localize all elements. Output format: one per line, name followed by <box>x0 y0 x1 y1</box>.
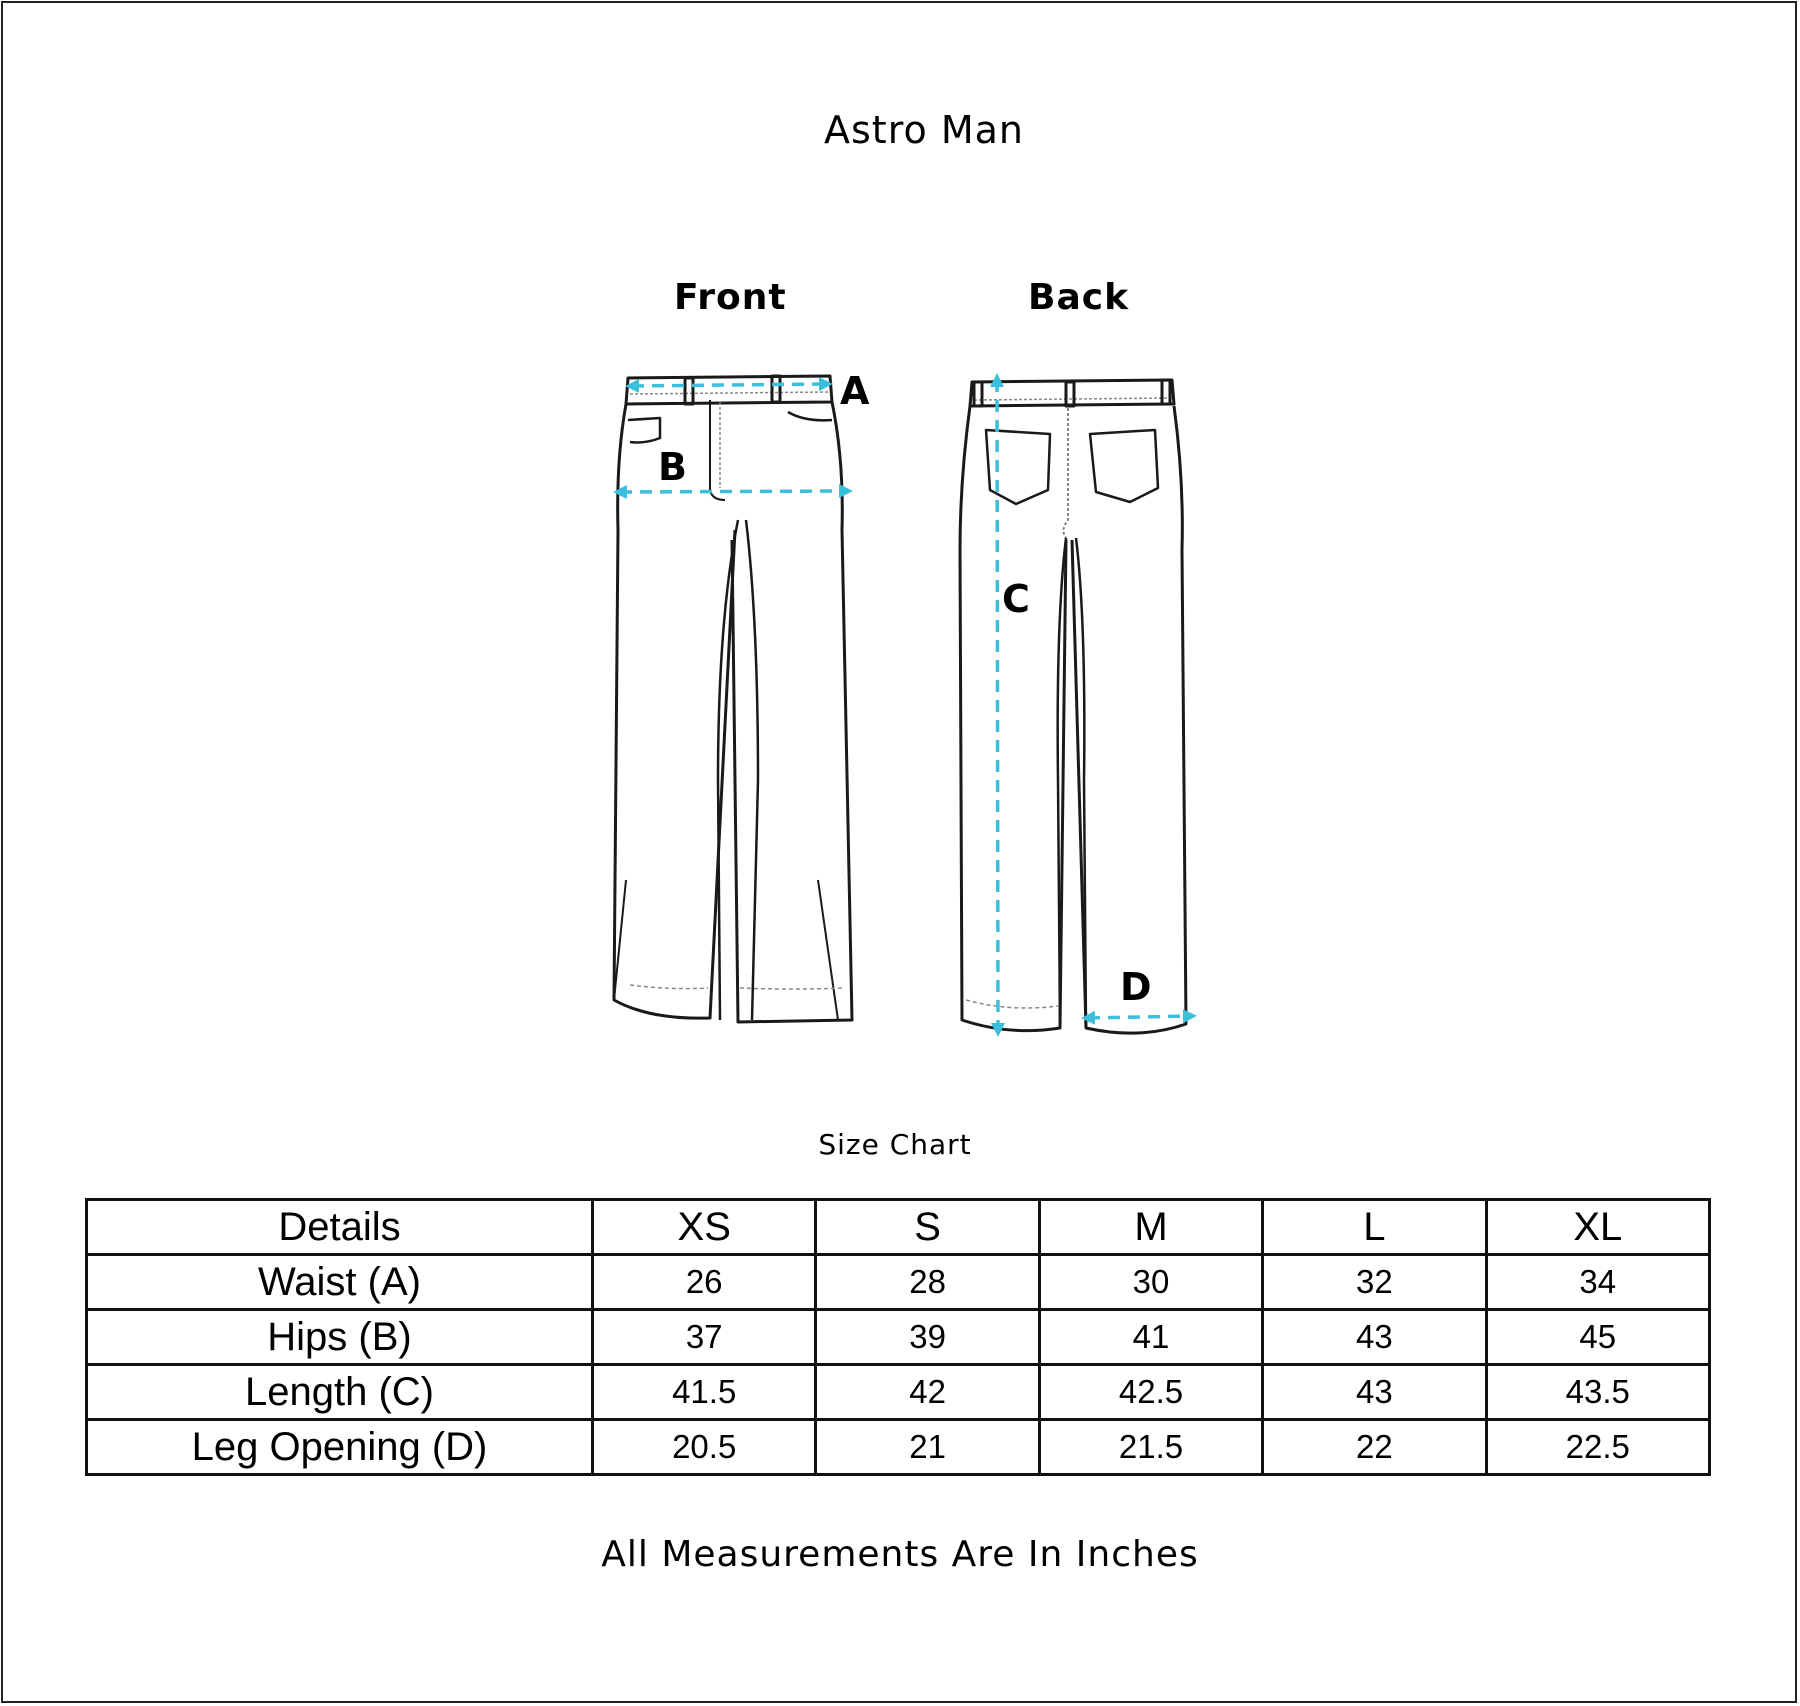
header-m: M <box>1039 1200 1262 1255</box>
marker-a: A <box>840 369 870 413</box>
cell-value: 42 <box>816 1365 1039 1420</box>
table-row-hips <box>87 1310 1710 1365</box>
cell-value: 37 <box>593 1310 816 1365</box>
cell-value: 41.5 <box>593 1365 816 1420</box>
cell-value: 41 <box>1039 1310 1262 1365</box>
cell-value: 43.5 <box>1486 1365 1709 1420</box>
cell-value: 20.5 <box>593 1420 816 1475</box>
marker-d: D <box>1120 965 1152 1009</box>
cell-value: 30 <box>1039 1255 1262 1310</box>
waist-dimension-a <box>632 384 826 386</box>
size-chart-caption: Size Chart <box>818 1128 972 1161</box>
row-label: Leg Opening (D) <box>87 1420 593 1475</box>
marker-b: B <box>658 445 687 489</box>
table-row-length <box>87 1365 1710 1420</box>
row-label: Length (C) <box>87 1365 593 1420</box>
back-pants-drawing <box>960 380 1186 1033</box>
header-l: L <box>1263 1200 1486 1255</box>
leg-opening-dimension-d <box>1088 1016 1190 1018</box>
header-details: Details <box>87 1200 593 1255</box>
cell-value: 43 <box>1263 1310 1486 1365</box>
cell-value: 45 <box>1486 1310 1709 1365</box>
marker-c: C <box>1002 577 1030 621</box>
product-title: Astro Man <box>824 108 1024 152</box>
cell-value: 22 <box>1263 1420 1486 1475</box>
table-row-waist <box>87 1255 1710 1310</box>
header-s: S <box>816 1200 1039 1255</box>
header-xl: XL <box>1486 1200 1709 1255</box>
cell-value: 26 <box>593 1255 816 1310</box>
front-pants-drawing <box>614 376 852 1022</box>
front-view-label: Front <box>674 277 787 318</box>
header-xs: XS <box>593 1200 816 1255</box>
table-header-row <box>87 1200 1710 1255</box>
cell-value: 42.5 <box>1039 1365 1262 1420</box>
row-label: Hips (B) <box>87 1310 593 1365</box>
cell-value: 21.5 <box>1039 1420 1262 1475</box>
table-row-leg-opening <box>87 1420 1710 1475</box>
cell-value: 39 <box>816 1310 1039 1365</box>
cell-value: 43 <box>1263 1365 1486 1420</box>
length-dimension-c <box>997 380 998 1030</box>
row-label: Waist (A) <box>87 1255 593 1310</box>
cell-value: 34 <box>1486 1255 1709 1310</box>
hips-dimension-b <box>620 491 846 492</box>
back-view-label: Back <box>1028 277 1130 318</box>
cell-value: 21 <box>816 1420 1039 1475</box>
cell-value: 28 <box>816 1255 1039 1310</box>
size-chart-table <box>85 1198 1711 1476</box>
cell-value: 32 <box>1263 1255 1486 1310</box>
cell-value: 22.5 <box>1486 1420 1709 1475</box>
dimension-lines <box>620 380 1190 1030</box>
measurement-units-note: All Measurements Are In Inches <box>601 1534 1199 1575</box>
pants-diagram <box>590 360 1230 1050</box>
